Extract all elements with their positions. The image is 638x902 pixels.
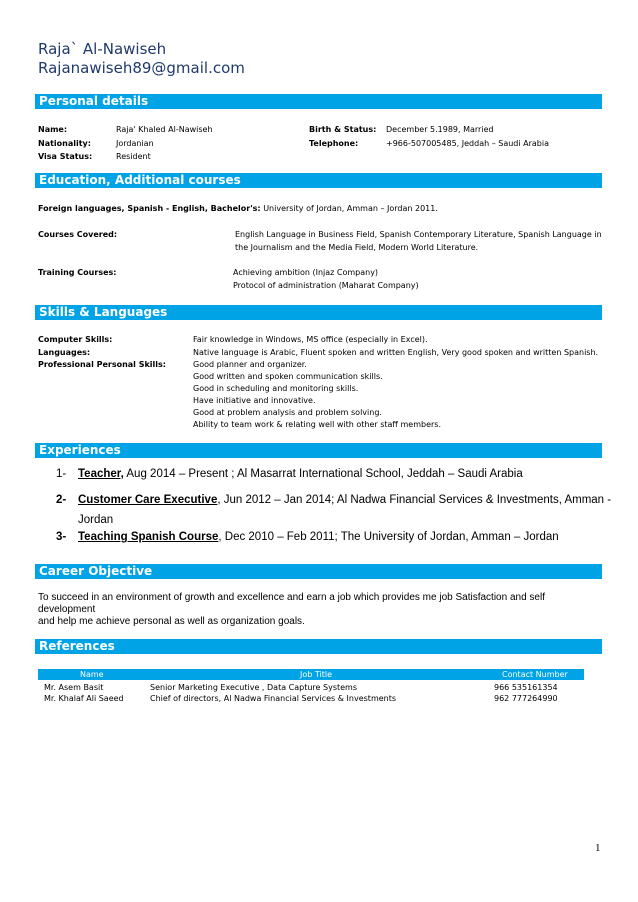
phone-label: Telephone: (309, 139, 359, 148)
degree-label: Foreign languages, Spanish - English, Bachelor's: (38, 204, 261, 213)
personal-skills-label: Professional Personal Skills: (38, 360, 166, 369)
section-title-education: Education, Additional courses (39, 173, 241, 187)
section-title-experiences: Experiences (39, 443, 121, 457)
experience-item (56, 531, 559, 543)
experience-details: , Dec 2010 – Feb 2011; The University of Jordan, Amman – Jordan (218, 531, 559, 543)
experience-role: Teaching Spanish Course (78, 531, 219, 543)
experience-number: 3- (56, 531, 67, 543)
section-bar-experiences (35, 443, 602, 458)
page-number: 1 (595, 842, 601, 854)
personal-skill-item: Good at problem analysis and problem solving. (193, 408, 382, 417)
training-line-2: Protocol of administration (Maharat Company) (233, 281, 419, 290)
name-label: Name: (38, 125, 68, 134)
experience-role: Teacher, (78, 468, 124, 480)
visa-value: Resident (116, 152, 151, 161)
section-bar-objective (35, 564, 602, 579)
objective-line-2: and help me achieve personal as well as organization goals. (38, 616, 305, 627)
experience-item (56, 468, 523, 480)
section-bar-personal (35, 94, 602, 109)
reference-name: Mr. Asem Basit (44, 683, 104, 692)
references-table-header (38, 669, 584, 680)
personal-skill-item: Good in scheduling and monitoring skills. (193, 384, 359, 393)
col-header-contact: Contact Number (502, 670, 568, 679)
candidate-name: Raja` Al-Nawiseh (38, 40, 167, 58)
nationality-label: Nationality: (38, 139, 91, 148)
experience-details: Aug 2014 – Present ; Al Masarrat International School, Jeddah – Saudi Arabia (123, 468, 523, 480)
candidate-email: Rajanawiseh89@gmail.com (38, 59, 245, 77)
reference-contact: 966 535161354 (494, 683, 558, 692)
birth-label: Birth & Status: (309, 125, 377, 134)
section-bar-skills (35, 305, 602, 320)
courses-line-2: the Journalism and the Media Field, Modern World Literature. (235, 243, 479, 252)
section-bar-education (35, 173, 602, 188)
reference-job: Chief of directors, Al Nadwa Financial Services & Investments (150, 694, 397, 703)
languages-label: Languages: (38, 348, 91, 357)
personal-skill-item: Ability to team work & relating well with other staff members. (193, 420, 441, 429)
objective-line-1: To succeed in an environment of growth and excellence and earn a job which provides me job Satisfaction and self development (38, 592, 545, 615)
name-value: Raja' Khaled Al-Nawiseh (116, 125, 213, 134)
personal-skill-item: Good written and spoken communication skills. (193, 372, 383, 381)
objective-text (38, 592, 603, 628)
experience-details: , Jun 2012 – Jan 2014; Al Nadwa Financial Services & Investments, Amman - (217, 494, 612, 506)
computer-skills-value: Fair knowledge in Windows, MS office (especially in Excel). (193, 335, 428, 344)
col-header-job-title: Job Title (300, 670, 333, 679)
col-header-name: Name (80, 670, 104, 679)
experience-role: Customer Care Executive (78, 494, 218, 506)
training-label: Training Courses: (38, 268, 117, 277)
section-title-skills: Skills & Languages (39, 305, 168, 319)
personal-skill-item: Have initiative and innovative. (193, 396, 316, 405)
reference-name: Mr. Khalaf Ali Saeed (44, 694, 124, 703)
experience-number: 1- (56, 468, 67, 480)
courses-line-1: English Language in Business Field, Spanish Contemporary Literature, Spanish Language in (235, 230, 602, 239)
courses-label: Courses Covered: (38, 230, 118, 239)
personal-skill-item: Good planner and organizer. (193, 360, 307, 369)
languages-value: Native language is Arabic, Fluent spoken and written English, Very good spoken and written Spanish. (193, 348, 599, 357)
degree-value: University of Jordan, Amman – Jordan 2011. (263, 204, 438, 213)
training-line-1: Achieving ambition (Injaz Company) (233, 268, 379, 277)
section-title-references: References (39, 639, 115, 653)
experience-details-continued: Jordan (78, 514, 114, 526)
experience-number: 2- (56, 494, 67, 506)
section-bar-references (35, 639, 602, 654)
section-title-objective: Career Objective (39, 564, 153, 578)
visa-label: Visa Status: (38, 152, 93, 161)
reference-job: Senior Marketing Executive , Data Capture Systems (150, 683, 358, 692)
birth-value: December 5.1989, Married (386, 125, 494, 134)
experience-item (56, 494, 611, 506)
phone-value: +966-507005485, Jeddah – Saudi Arabia (386, 139, 550, 148)
reference-contact: 962 777264990 (494, 694, 558, 703)
nationality-value: Jordanian (116, 139, 154, 148)
computer-skills-label: Computer Skills: (38, 335, 113, 344)
degree-line (38, 204, 438, 213)
section-title-personal: Personal details (39, 94, 149, 108)
